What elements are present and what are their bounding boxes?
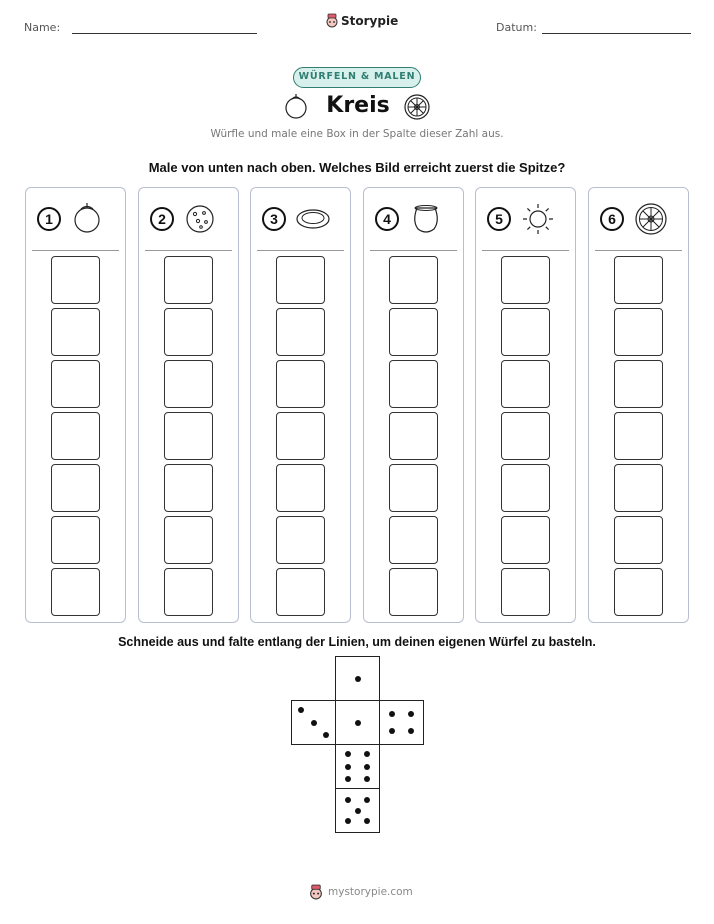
sun-icon [520, 201, 556, 237]
page-title: Kreis [326, 93, 390, 118]
dice-pip [345, 751, 351, 757]
color-box[interactable] [389, 516, 438, 564]
color-box[interactable] [389, 464, 438, 512]
dice-pip [345, 776, 351, 782]
column-divider [482, 250, 569, 251]
color-box[interactable] [501, 308, 550, 356]
dice-pip [345, 818, 351, 824]
column-header [364, 188, 463, 251]
dice-column-5 [475, 187, 576, 623]
color-box[interactable] [614, 464, 663, 512]
cookie-icon [183, 201, 219, 237]
name-line [72, 33, 257, 34]
dice-face [335, 788, 380, 833]
color-box[interactable] [614, 412, 663, 460]
color-box[interactable] [276, 516, 325, 564]
color-box[interactable] [276, 360, 325, 408]
dice-pip [355, 720, 361, 726]
column-number: 5 [487, 207, 511, 231]
column-header [26, 188, 125, 251]
dice-pip [298, 707, 304, 713]
date-label: Datum: [496, 21, 537, 34]
color-box[interactable] [51, 360, 100, 408]
dice-face [335, 700, 380, 745]
dice-pip [345, 797, 351, 803]
color-box[interactable] [614, 568, 663, 616]
color-box[interactable] [501, 412, 550, 460]
instruction-text: Male von unten nach oben. Welches Bild erreicht zuerst die Spitze? [148, 160, 566, 175]
footer [308, 884, 413, 900]
cut-instruction: Schneide aus und falte entlang der Linien, um deinen eigenen Würfel zu basteln. [118, 635, 596, 649]
dice-pip [408, 728, 414, 734]
color-box[interactable] [51, 464, 100, 512]
color-box[interactable] [164, 360, 213, 408]
storypie-mascot-icon [308, 884, 324, 900]
column-divider [32, 250, 119, 251]
column-number: 6 [600, 207, 624, 231]
dice-pip [364, 797, 370, 803]
wheel-icon [633, 201, 669, 237]
dice-pip [345, 764, 351, 770]
dice-column-4 [363, 187, 464, 623]
column-divider [257, 250, 344, 251]
color-box[interactable] [276, 464, 325, 512]
color-box[interactable] [51, 256, 100, 304]
column-divider [370, 250, 457, 251]
color-box[interactable] [164, 412, 213, 460]
column-header [589, 188, 688, 251]
column-header [476, 188, 575, 251]
color-box[interactable] [614, 308, 663, 356]
color-box[interactable] [389, 256, 438, 304]
color-box[interactable] [614, 516, 663, 564]
pot-icon [408, 201, 444, 237]
subtitle: Würfle und male eine Box in der Spalte dieser Zahl aus. [210, 128, 504, 140]
color-box[interactable] [51, 308, 100, 356]
color-box[interactable] [389, 360, 438, 408]
plate-icon [295, 201, 331, 237]
color-box[interactable] [164, 516, 213, 564]
color-box[interactable] [276, 308, 325, 356]
footer-text: mystorypie.com [328, 886, 413, 898]
column-number: 3 [262, 207, 286, 231]
color-box[interactable] [276, 568, 325, 616]
color-box[interactable] [614, 360, 663, 408]
dice-face [291, 700, 336, 745]
color-box[interactable] [164, 568, 213, 616]
dice-face [335, 744, 380, 789]
dice-face [379, 700, 424, 745]
color-box[interactable] [389, 412, 438, 460]
wheel-icon [403, 93, 431, 121]
color-box[interactable] [389, 308, 438, 356]
dice-pip [323, 732, 329, 738]
color-box[interactable] [276, 256, 325, 304]
color-box[interactable] [164, 256, 213, 304]
column-number: 4 [375, 207, 399, 231]
color-box[interactable] [501, 464, 550, 512]
color-box[interactable] [614, 256, 663, 304]
color-box[interactable] [389, 568, 438, 616]
color-box[interactable] [51, 516, 100, 564]
dice-pip [364, 764, 370, 770]
logo-text: Storypie [341, 13, 399, 28]
storypie-logo [325, 13, 398, 28]
dice-column-6 [588, 187, 689, 623]
dice-pip [364, 776, 370, 782]
column-divider [145, 250, 232, 251]
dice-face [335, 656, 380, 701]
color-box[interactable] [501, 256, 550, 304]
date-line [542, 33, 691, 34]
column-header [251, 188, 350, 251]
color-box[interactable] [501, 360, 550, 408]
category-badge: WÜRFELN & MALEN [293, 67, 421, 88]
color-box[interactable] [51, 568, 100, 616]
dice-pip [364, 818, 370, 824]
color-box[interactable] [164, 308, 213, 356]
column-number: 1 [37, 207, 61, 231]
dice-column-1 [25, 187, 126, 623]
color-box[interactable] [501, 516, 550, 564]
dice-column-2 [138, 187, 239, 623]
column-divider [595, 250, 682, 251]
color-box[interactable] [276, 412, 325, 460]
dice-pip [389, 711, 395, 717]
dice-pip [355, 808, 361, 814]
dice-pip [311, 720, 317, 726]
dice-pip [408, 711, 414, 717]
color-box[interactable] [501, 568, 550, 616]
color-box[interactable] [164, 464, 213, 512]
color-box[interactable] [51, 412, 100, 460]
column-number: 2 [150, 207, 174, 231]
tomato-icon [70, 201, 106, 237]
name-label: Name: [24, 21, 61, 34]
dice-pip [355, 676, 361, 682]
tomato-icon [283, 93, 309, 119]
dice-column-3 [250, 187, 351, 623]
dice-pip [389, 728, 395, 734]
dice-pip [364, 751, 370, 757]
storypie-mascot-icon [325, 13, 339, 28]
column-header [139, 188, 238, 251]
